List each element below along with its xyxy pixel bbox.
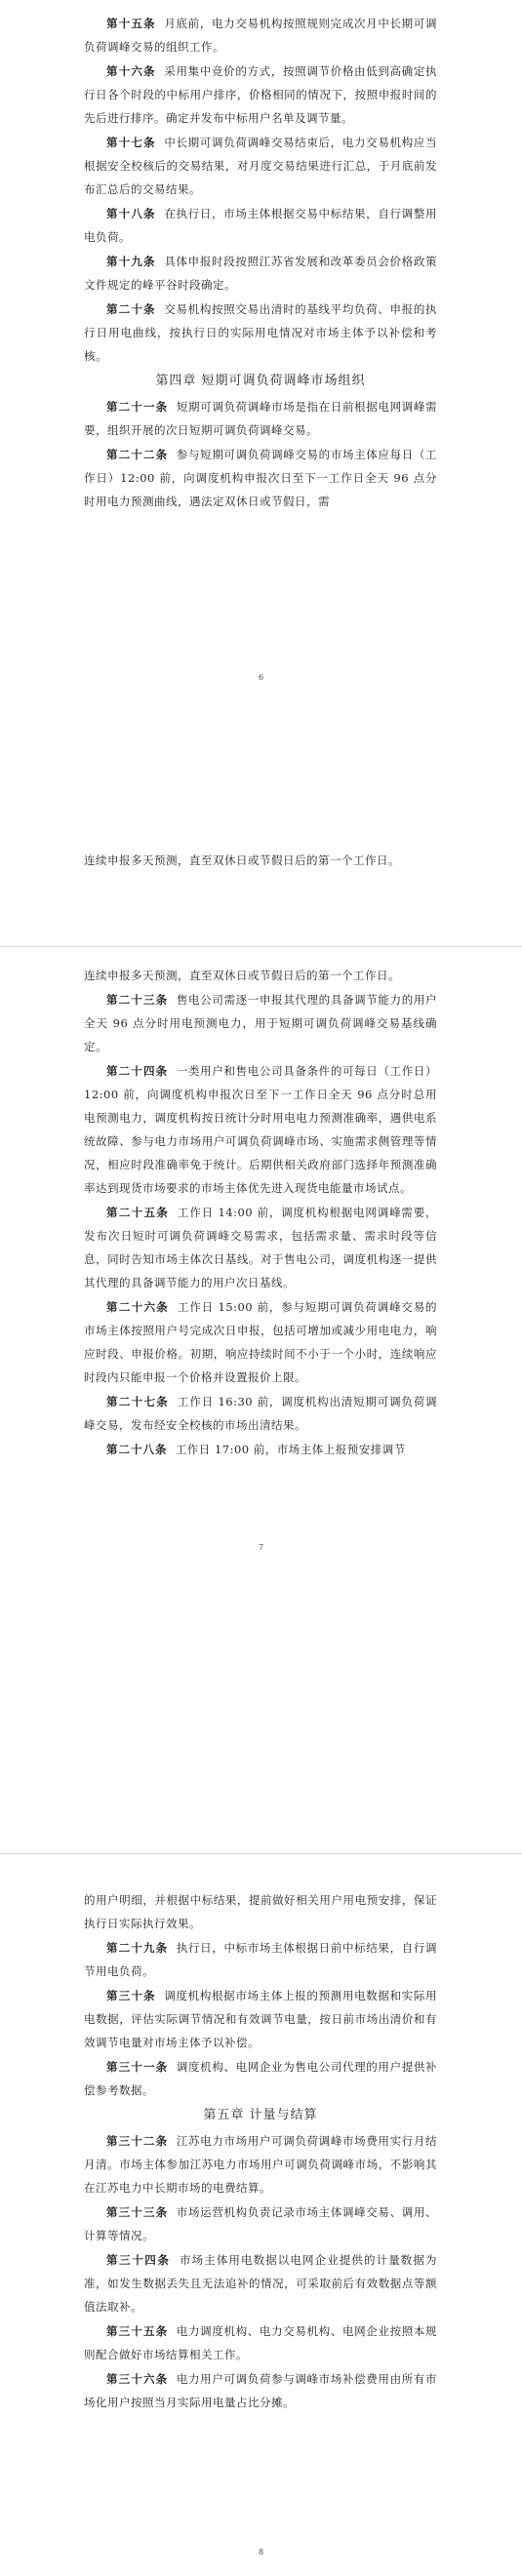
page-8-body bbox=[84, 1888, 437, 2415]
page-divider bbox=[0, 1853, 522, 1854]
page-number: 8 bbox=[258, 2548, 264, 2556]
page-divider bbox=[0, 946, 522, 947]
page-number: 6 bbox=[258, 673, 264, 682]
article-22: 第二十二条 参与短期可调负荷调峰交易的市场主体应每日（工作日）12:00 前，向调度机构申报次日至下一工作日全天 96 点分时用电力预测曲线，遇法定双休日或节假日，需 bbox=[84, 448, 438, 508]
carry-over-line: 的用户明细，并根据中标结果，提前做好相关用户用电预安排，保证执行日实际执行效果。 bbox=[84, 1893, 437, 1930]
carry-over-line: 连续申报多天预测，直至双休日或节假日后的第一个工作日。 bbox=[84, 853, 400, 867]
article-25: 第二十五条 工作日 14:00 前，调度机构根据电网调峰需要，发布次日短时可调负荷调峰交易需求，包括需求量、需求时段等信息，同时告知市场主体次日基线。对于售电公司，调度机构逐一提供其代理的具备调节能力的用户次日基线。 bbox=[84, 1206, 438, 1289]
article-21: 第二十一条 短期可调负荷调峰市场是指在日前根据电网调峰需要，组织开展的次日短期可调负荷调峰交易。 bbox=[84, 400, 438, 437]
article-19: 第十九条 具体申报时段按照江苏省发展和改革委员会价格政策文件规定的峰平谷时段确定。 bbox=[84, 255, 438, 292]
document-page-8 bbox=[0, 1853, 522, 2576]
article-24: 第二十四条 一类用户和售电公司具备条件的可每日（工作日）12:00 前，向调度机构申报次日至下一工作日全天 96 点分时总用电预测电力，调度机构按日统计分时用电电力预测准确率，遇供电系统故障、参与电力市场用户可调负荷调峰市场、实施需求侧管理等情况，相应时段准确率免于统计。后期供相关政府部门选择年预测准确率达到现货市场要求的市场主体优先进入现货电能量市场试点。 bbox=[84, 1064, 438, 1195]
article-18: 第十八条 在执行日，市场主体根据交易中标结果，自行调整用电负荷。 bbox=[84, 207, 438, 244]
chapter-4-heading: 第四章 短期可调负荷调峰市场组织 bbox=[155, 374, 366, 388]
carry-over-line: 连续申报多天预测，直至双休日或节假日后的第一个工作日。 bbox=[84, 969, 400, 982]
article-36: 第三十六条 电力用户可调负荷参与调峰市场补偿费用由所有市场化用户按照当月实际用电量占比分摊。 bbox=[84, 2372, 438, 2409]
document-page-6 bbox=[0, 0, 522, 849]
article-20: 第二十条 交易机构按照交易出清时的基线平均负荷、申报的执行日用电曲线，按执行日的实际用电情况对市场主体予以补偿和考核。 bbox=[84, 302, 438, 363]
page-7-body bbox=[84, 964, 437, 1462]
document-page-fragment bbox=[0, 849, 522, 946]
article-28: 第二十八条 工作日 17:00 前，市场主体上报预安排调节 bbox=[106, 1443, 406, 1456]
article-32: 第三十二条 江苏电力市场用户可调负荷调峰市场费用实行月结月清。市场主体参加江苏电力市场用户可调负荷调峰市场，不影响其在江苏电力中长期市场的电费结算。 bbox=[84, 2134, 438, 2195]
article-26: 第二十六条 工作日 15:00 前，参与短期可调负荷调峰交易的市场主体按照用户号完成次日申报，包括可增加或减少用电电力，响应时段、申报价格。初期，响应持续时间不小于一个小时，连续响应时段内只能申报一个价格并设置报价上限。 bbox=[84, 1300, 438, 1384]
article-23: 第二十三条 售电公司需逐一申报其代理的具备调节能力的用户全天 96 点分时用电预测电力，用于短期可调负荷调峰交易基线确定。 bbox=[84, 993, 438, 1053]
article-15: 第十五条 月底前，电力交易机构按照规则完成次月中长期可调负荷调峰交易的组织工作。 bbox=[84, 17, 438, 54]
article-31: 第三十一条 调度机构、电网企业为售电公司代理的用户提供补偿参考数据。 bbox=[84, 2060, 438, 2097]
article-17: 第十七条 中长期可调负荷调峰交易结束后，电力交易机构应当根据安全校核后的交易结果，对月度交易结果进行汇总，于月底前发布汇总后的交易结果。 bbox=[84, 136, 438, 196]
article-33: 第三十三条 市场运营机构负责记录市场主体调峰交易、调用、计算等情况。 bbox=[84, 2205, 438, 2242]
page-number: 7 bbox=[258, 1543, 264, 1552]
article-29: 第二十九条 执行日，中标市场主体根据日前中标结果，自行调节用电负荷。 bbox=[84, 1941, 438, 1978]
article-34: 第三十四条 市场主体用电数据以电网企业提供的计量数据为准，如发生数据丢失且无法追补的情况，可采取前后有效数据点等额值法取补。 bbox=[84, 2253, 438, 2314]
chapter-5-heading: 第五章 计量与结算 bbox=[203, 2108, 318, 2122]
page-6-body bbox=[84, 12, 437, 514]
article-30: 第三十条 调度机构根据市场主体上报的预测用电数据和实际用电数据，评估实际调节情况和有效调节电量，按日前市场出清价和有效调节电量对市场主体予以补偿。 bbox=[84, 1989, 438, 2049]
article-16: 第十六条 采用集中竞价的方式，按照调节价格由低到高确定执行日各个时段的中标用户排序，价格相同的情况下，按照申报时间的先后进行排序。确定并发布中标用户名单及调节量。 bbox=[84, 64, 438, 125]
document-page-7 bbox=[0, 946, 522, 1853]
article-27: 第二十七条 工作日 16:30 前，调度机构出清短期可调负荷调峰交易，发布经安全校核的市场出清结果。 bbox=[84, 1395, 438, 1432]
article-35: 第三十五条 电力调度机构、电力交易机构、电网企业按照本规则配合做好市场结算相关工作。 bbox=[84, 2324, 438, 2361]
fragment-body bbox=[84, 849, 437, 873]
